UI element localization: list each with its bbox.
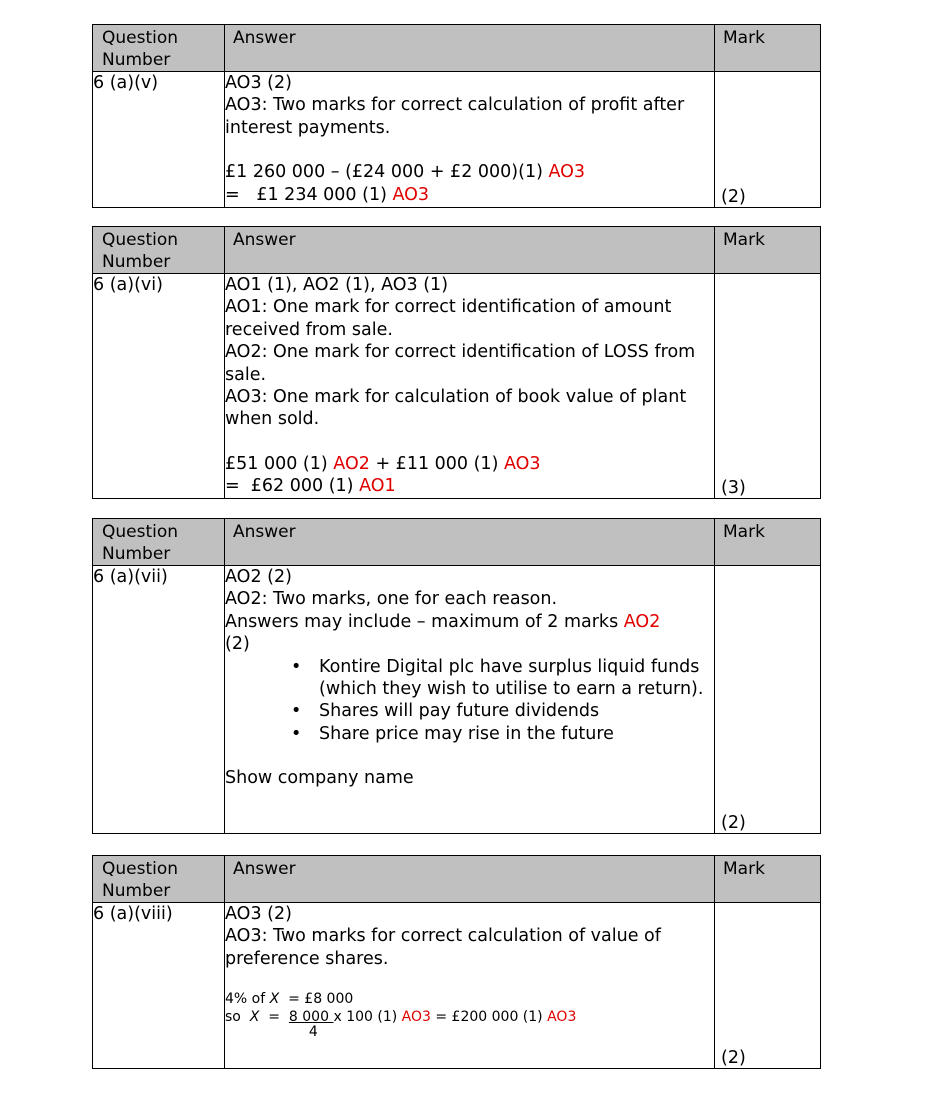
ao-tag: AO3: [401, 1009, 431, 1026]
question-number: 6 (a)(vii): [93, 566, 225, 834]
answer-header: Answer: [225, 519, 715, 566]
equation-line: 4% of X = £8 000: [225, 991, 354, 1008]
mark-guidance: AO3: Two marks for correct calculation of profit after interest payments.: [225, 95, 685, 138]
answer-cell: [225, 72, 715, 208]
question-number-header: Question Number: [93, 856, 225, 903]
list-item: • Kontire Digital plc have surplus liquid funds (which they wish to utilise to earn a return).: [319, 656, 714, 701]
answer-header: Answer: [225, 25, 715, 72]
ao-tag: AO2: [333, 453, 370, 474]
question-number: 6 (a)(v): [93, 72, 225, 208]
footer-note: Show company name: [225, 768, 414, 789]
mark-scheme-table-vi: [92, 226, 821, 499]
question-number: 6 (a)(viii): [93, 903, 225, 1069]
mark-scheme-table-vii: [92, 518, 821, 834]
mark-header: Mark: [715, 25, 821, 72]
table-row: [93, 72, 821, 208]
calculation-line: £1 260 000 – (£24 000 + £2 000)(1) AO3: [225, 162, 586, 183]
list-item: • Share price may rise in the future: [319, 723, 714, 745]
assessment-objective: AO2 (2): [225, 567, 292, 587]
mark-guidance: AO3: Two marks for correct calculation of value of preference shares.: [225, 926, 661, 969]
mark-cell: [715, 903, 821, 1069]
mark-header: Mark: [715, 227, 821, 274]
calculation-result: = £1 234 000 (1) AO3: [225, 184, 430, 205]
calculation-result: = £62 000 (1) AO1: [225, 476, 396, 497]
table-row: [93, 274, 821, 499]
question-number-header: Question Number: [93, 25, 225, 72]
mark-value: (2): [721, 813, 746, 833]
table-header-row: [93, 25, 821, 72]
fraction: 8 000 4: [288, 1009, 329, 1041]
list-item: • Shares will pay future dividends: [319, 700, 714, 722]
reasons-list: [225, 656, 714, 746]
mark-value: (2): [721, 1048, 746, 1068]
mark-cell: [715, 72, 821, 208]
table-header-row: [93, 519, 821, 566]
mark-header: Mark: [715, 856, 821, 903]
table-header-row: [93, 227, 821, 274]
answer-header: Answer: [225, 227, 715, 274]
answer-cell: [225, 274, 715, 499]
mark-scheme-table-v: [92, 24, 821, 208]
mark-guidance: AO2: One mark for correct identification of LOSS from sale.: [225, 342, 696, 385]
mark-cell: [715, 566, 821, 834]
mark-value: (2): [721, 187, 746, 207]
mark-value: (3): [721, 477, 746, 498]
question-number: 6 (a)(vi): [93, 274, 225, 499]
ao-tag: AO3: [392, 184, 430, 205]
calculation-line: £51 000 (1) AO2 + £11 000 (1) AO3: [225, 453, 541, 474]
table-row: [93, 903, 821, 1069]
ao-tag: AO3: [548, 162, 586, 183]
answer-header: Answer: [225, 856, 715, 903]
ao-tag: AO1: [359, 476, 396, 497]
mark-guidance: AO2: Two marks, one for each reason.: [225, 589, 558, 610]
assessment-objective: AO1 (1), AO2 (1), AO3 (1): [225, 275, 449, 295]
mark-header: Mark: [715, 519, 821, 566]
answer-cell: [225, 566, 715, 834]
denominator: 4: [308, 1024, 318, 1041]
ao-tag: AO3: [503, 453, 541, 474]
assessment-objective: AO3 (2): [225, 904, 292, 924]
mark-cell: [715, 274, 821, 499]
answer-cell: [225, 903, 715, 1069]
ao-tag: AO3: [547, 1009, 577, 1026]
ao-tag: AO2: [623, 611, 661, 632]
assessment-objective: AO3 (2): [225, 73, 292, 93]
equation-line: so X = 8 000 4 x 100 (1) AO3 = £200 000 (1) AO3: [225, 1009, 577, 1041]
question-number-header: Question Number: [93, 519, 225, 566]
question-number-header: Question Number: [93, 227, 225, 274]
table-row: [93, 566, 821, 834]
mark-guidance: AO1: One mark for correct identification of amount received from sale.: [225, 297, 672, 340]
mark-scheme-table-viii: [92, 855, 821, 1069]
mark-guidance: AO3: One mark for calculation of book value of plant when sold.: [225, 387, 687, 430]
answers-intro: Answers may include – maximum of 2 marks AO2 (2): [225, 611, 661, 655]
table-header-row: [93, 856, 821, 903]
